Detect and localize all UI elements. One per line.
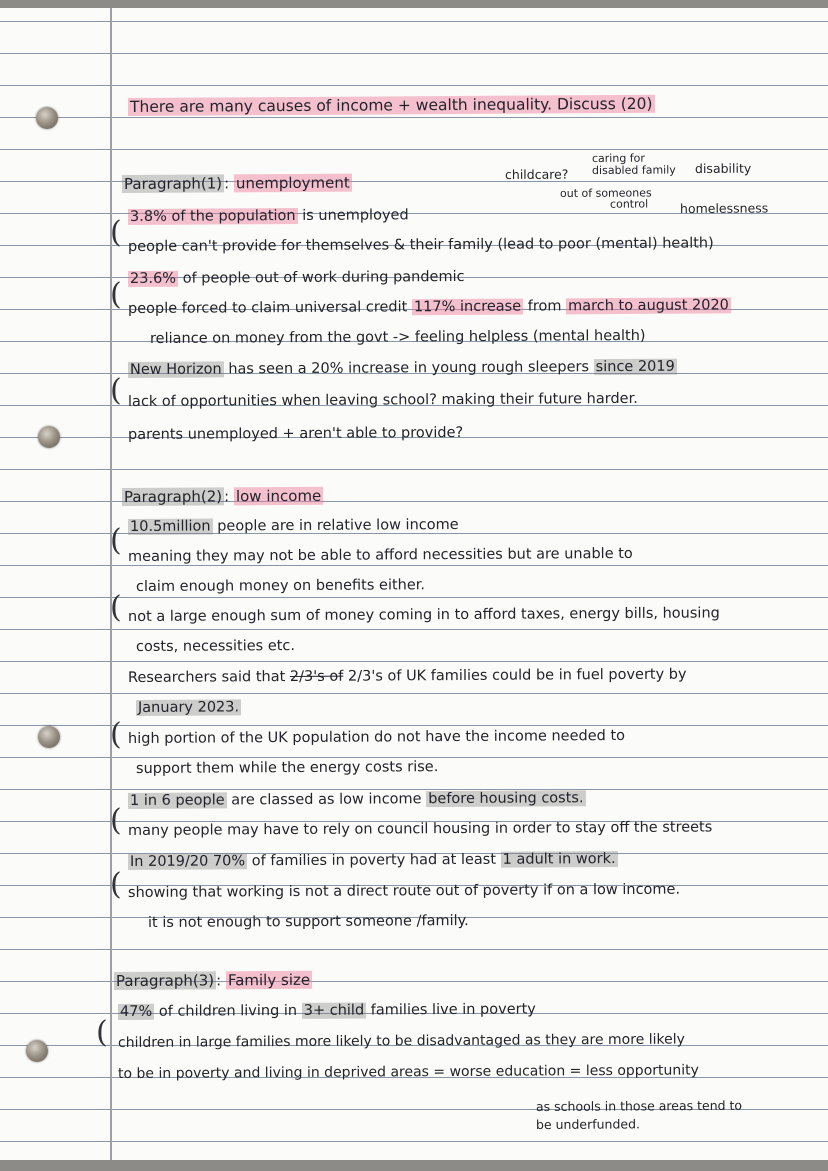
p1-line-7: lack of opportunities when leaving school? making their future harder. (127, 390, 638, 410)
p3-line-5: be underfunded. (535, 1116, 641, 1132)
p2-line-2: meaning they may not be able to afford necessities but are unable to (127, 545, 633, 565)
p2-line-12: In 2019/20 70% of families in poverty had at least 1 adult in work. (129, 851, 616, 870)
punch-hole (38, 726, 60, 748)
essay-title: There are many causes of income + wealth inequality. Discuss (20) (128, 95, 655, 116)
p2-line-13: showing that working is not a direct route out of poverty if on a low income. (127, 881, 681, 901)
p2-line-11: many people may have to rely on council housing in order to stay off the streets (127, 819, 713, 839)
p1-line-5: reliance on money from the govt -> feeling helpless (mental health) (149, 327, 646, 347)
p1-line-3: 23.6% of people out of work during pandemic (129, 268, 465, 287)
note-disability: disability (694, 160, 752, 176)
note-out-of-control: out of someones control (559, 186, 652, 211)
p3-line-3: to be in poverty and living in deprived areas = worse education = less opportunity (117, 1062, 699, 1082)
p3-line-4: as schools in those areas tend to (535, 1097, 743, 1114)
p2-line-5: costs, necessities etc. (135, 638, 296, 655)
note-caring: caring for disabled family (591, 151, 676, 177)
p2-line-8: high portion of the UK population do not have the income needed to (127, 727, 626, 747)
punch-hole (36, 107, 58, 129)
p2-line-9: support them while the energy costs rise. (135, 759, 439, 777)
p2-line-7: January 2023. (137, 699, 240, 716)
p1-line-1: 3.8% of the population is unemployed (129, 207, 409, 225)
p3-line-2: children in large families more likely to be disadvantaged as they are more likely (117, 1031, 685, 1051)
bracket-mark: ( (110, 717, 122, 752)
punch-hole (38, 426, 60, 448)
p2-line-3: claim enough money on benefits either. (135, 577, 426, 595)
bracket-mark: ( (110, 215, 122, 250)
notebook-page (0, 8, 828, 1160)
punch-hole (26, 1040, 48, 1062)
p2-line-14: it is not enough to support someone /family. (147, 913, 469, 931)
p2-line-4: not a large enough sum of money coming in to afford taxes, energy bills, housing (127, 605, 720, 625)
bracket-mark: ( (110, 373, 122, 408)
bracket-mark: ( (110, 867, 122, 902)
bracket-mark: ( (110, 523, 122, 558)
paragraph-3-heading: Paragraph(3) : Family size (115, 970, 311, 990)
p1-line-6: New Horizon has seen a 20% increase in young rough sleepers since 2019 (129, 358, 675, 378)
bracket-mark: ( (110, 590, 122, 625)
note-homelessness: homelessness (679, 200, 769, 216)
bracket-mark: ( (110, 277, 122, 312)
p2-line-6: Researchers said that 2/3's of 2/3's of UK families could be in fuel poverty by (127, 666, 687, 686)
p1-line-8: parents unemployed + aren't able to provide? (127, 424, 464, 443)
p2-line-10: 1 in 6 people are classed as low income before housing costs. (129, 790, 584, 809)
bracket-mark: ( (110, 803, 122, 838)
p2-line-1: 10.5million people are in relative low income (129, 516, 459, 535)
paragraph-2-heading: Paragraph(2) : low income (123, 486, 322, 506)
p1-line-4: people forced to claim universal credit 117% increase from march to august 2020 (127, 297, 729, 317)
margin-line (110, 8, 112, 1160)
p1-line-2: people can't provide for themselves & their family (lead to poor (mental) health) (127, 235, 714, 255)
p3-line-1: 47% of children living in 3+ child families live in poverty (119, 1001, 536, 1020)
bracket-mark: ( (96, 1015, 108, 1050)
paragraph-1-heading: Paragraph(1) : unemployment (123, 173, 350, 193)
note-childcare: childcare? (504, 166, 569, 182)
